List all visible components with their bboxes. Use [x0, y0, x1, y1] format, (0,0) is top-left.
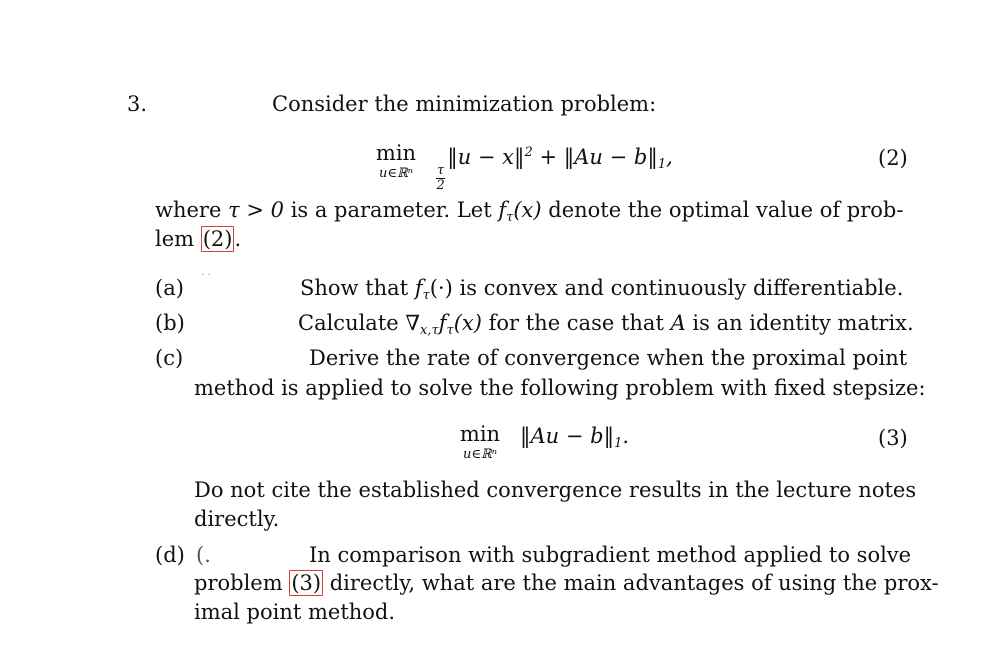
part-a-text: Show that $f_\tau(\cdot)$ is convex and continuously differentiable.	[300, 276, 904, 303]
question-number: 3.	[127, 92, 148, 116]
part-b-text: Calculate $\nabla_{x,\tau}f_\tau(x)$ for the case that A is an identity matrix.	[298, 311, 914, 338]
part-c-note-line-2: directly.	[194, 507, 280, 531]
eq2-min-subscript: u∈ℝⁿ	[378, 166, 414, 181]
part-a-label: (a)	[155, 276, 184, 300]
part-d-line-2: problem (3) directly, what are the main advantages of using the prox-	[194, 571, 939, 595]
eq3-reference-link[interactable]: (3)	[291, 571, 322, 595]
where-line-1: where τ > 0 is a parameter. Let $f_\tau(x)$ denote the optimal value of prob-	[155, 198, 904, 225]
part-d-line-3: imal point method.	[194, 600, 396, 624]
eq3-min-subscript: u∈ℝⁿ	[462, 447, 498, 462]
part-c-line-2: method is applied to solve the following problem with fixed stepsize:	[194, 376, 926, 400]
part-b-label: (b)	[155, 311, 185, 335]
scan-mark: ˙˙	[200, 272, 212, 286]
intro-text: Consider the minimization problem:	[272, 92, 657, 116]
part-d-label: (d)	[155, 543, 185, 567]
part-d-line-1: In comparison with subgradient method applied to solve	[309, 543, 912, 567]
eq3-expression: ‖Au − $b‖_1$.	[520, 424, 630, 451]
part-d-stray-mark: (.	[196, 543, 211, 567]
eq2-number: (2)	[878, 146, 908, 170]
eq3-number: (3)	[878, 426, 908, 450]
eq2-expression: $\frac{\tau}{2}$ ‖u − x‖$^2$ + ‖Au − $b‖_1$,	[436, 145, 673, 193]
eq3-min-operator	[448, 424, 512, 462]
part-c-label: (c)	[155, 346, 184, 370]
eq2-min-word: min	[375, 141, 417, 165]
part-c-note-line-1: Do not cite the established convergence results in the lecture notes	[194, 478, 917, 502]
part-c-line-1: Derive the rate of convergence when the proximal point	[309, 346, 908, 370]
where-line-2: lem (2).	[155, 227, 242, 251]
eq3-min-word: min	[459, 422, 501, 446]
eq2-min-operator	[364, 143, 428, 181]
eq2-reference-link[interactable]: (2)	[202, 227, 233, 251]
eq2-fraction: $\frac{\tau}{2}$	[436, 163, 445, 193]
